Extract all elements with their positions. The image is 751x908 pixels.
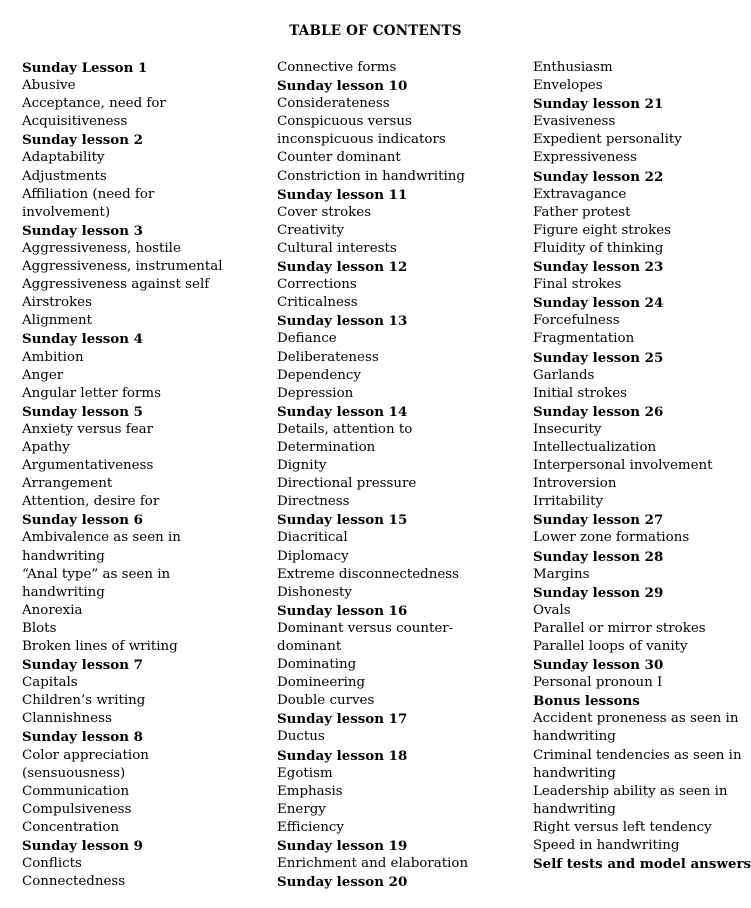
toc-entry: Personal pronoun I bbox=[533, 675, 663, 691]
toc-entry: inconspicuous indicators bbox=[277, 132, 446, 148]
toc-entry: Aggressiveness, instrumental bbox=[22, 259, 223, 275]
toc-entry: Aggressiveness against self bbox=[22, 277, 210, 293]
toc-entry: Conflicts bbox=[22, 856, 82, 872]
toc-entry: Irritability bbox=[533, 494, 604, 510]
toc-entry: Ductus bbox=[277, 729, 325, 745]
toc-entry: Considerateness bbox=[277, 96, 390, 112]
toc-section-heading: Sunday lesson 28 bbox=[533, 548, 664, 565]
toc-section-heading: Sunday lesson 29 bbox=[533, 584, 664, 601]
toc-section-heading: Sunday lesson 16 bbox=[277, 602, 408, 619]
toc-entry: Acceptance, need for bbox=[22, 96, 166, 112]
toc-entry: Interpersonal involvement bbox=[533, 458, 713, 474]
toc-entry: Details, attention to bbox=[277, 421, 413, 437]
toc-entry: Alignment bbox=[22, 313, 93, 329]
toc-entry: Cultural interests bbox=[277, 240, 397, 256]
toc-entry: Connectedness bbox=[22, 874, 126, 890]
toc-section-heading: Sunday lesson 10 bbox=[277, 78, 408, 95]
toc-section-heading: Sunday lesson 7 bbox=[22, 657, 143, 674]
toc-section-heading: Sunday lesson 18 bbox=[277, 747, 408, 764]
toc-entry: Parallel loops of vanity bbox=[533, 639, 688, 654]
toc-entry: Extreme disconnectedness bbox=[277, 566, 460, 582]
toc-entry: Enthusiasm bbox=[533, 60, 613, 75]
toc-entry: Depression bbox=[277, 385, 354, 401]
toc-entry: Anxiety versus fear bbox=[22, 421, 154, 437]
toc-entry: Corrections bbox=[277, 277, 357, 293]
toc-entry: Adjustments bbox=[22, 168, 107, 184]
toc-entry: Directness bbox=[277, 494, 350, 510]
toc-section-heading: Sunday lesson 19 bbox=[277, 838, 408, 855]
toc-entry: Initial strokes bbox=[533, 385, 628, 401]
toc-section-heading: Sunday lesson 9 bbox=[22, 838, 143, 855]
toc-entry: Adaptability bbox=[22, 150, 105, 166]
toc-entry: dominant bbox=[277, 639, 342, 654]
toc-section-heading: Sunday lesson 22 bbox=[533, 168, 664, 185]
toc-section-heading: Sunday lesson 8 bbox=[22, 729, 143, 746]
toc-entry: Dignity bbox=[277, 458, 327, 474]
toc-section-heading: Sunday lesson 15 bbox=[277, 512, 408, 529]
toc-entry: Garlands bbox=[533, 367, 595, 383]
toc-entry: Intellectualization bbox=[533, 439, 657, 455]
toc-entry: Counter dominant bbox=[277, 150, 401, 166]
toc-entry: Deliberateness bbox=[277, 349, 379, 365]
toc-section-heading: Bonus lessons bbox=[533, 693, 640, 710]
toc-entry: Expedient personality bbox=[533, 132, 682, 148]
toc-entry: Acquisitiveness bbox=[22, 114, 128, 130]
toc-entry: Anger bbox=[22, 367, 64, 383]
toc-entry: Angular letter forms bbox=[22, 385, 161, 401]
toc-entry: handwriting bbox=[533, 729, 616, 745]
toc-section-heading: Sunday lesson 25 bbox=[533, 349, 664, 366]
toc-entry: “Anal type” as seen in bbox=[22, 566, 171, 582]
toc-entry: Envelopes bbox=[533, 78, 603, 94]
toc-entry: Affiliation (need for bbox=[22, 186, 155, 202]
toc-entry: Figure eight strokes bbox=[533, 222, 672, 238]
toc-entry: Airstrokes bbox=[22, 295, 92, 311]
toc-entry: Dominant versus counter- bbox=[277, 620, 454, 636]
toc-section-heading: Sunday lesson 5 bbox=[22, 403, 143, 420]
toc-section-heading: Sunday lesson 27 bbox=[533, 512, 664, 529]
toc-entry: Father protest bbox=[533, 204, 631, 220]
toc-entry: Egotism bbox=[277, 765, 333, 781]
toc-entry: Communication bbox=[22, 783, 130, 799]
toc-column-2 bbox=[277, 59, 527, 891]
toc-entry: Abusive bbox=[22, 78, 76, 94]
toc-column-3 bbox=[533, 59, 751, 873]
toc-entry: handwriting bbox=[533, 765, 616, 781]
toc-section-heading: Sunday Lesson 1 bbox=[22, 60, 148, 76]
toc-section-heading: Sunday lesson 17 bbox=[277, 711, 408, 728]
toc-entry: handwriting bbox=[22, 548, 105, 564]
toc-entry: Accident proneness as seen in bbox=[533, 711, 739, 727]
toc-entry: Expressiveness bbox=[533, 150, 638, 166]
toc-entry: Capitals bbox=[22, 675, 78, 691]
toc-section-heading: Sunday lesson 14 bbox=[277, 403, 408, 420]
toc-entry: Blots bbox=[22, 620, 57, 636]
toc-entry: Constriction in handwriting bbox=[277, 168, 465, 184]
toc-entry: Creativity bbox=[277, 222, 345, 238]
toc-entry: Children’s writing bbox=[22, 693, 146, 709]
toc-section-heading: Sunday lesson 23 bbox=[533, 259, 664, 276]
toc-entry: Apathy bbox=[22, 439, 70, 455]
toc-entry: Color appreciation bbox=[22, 747, 149, 763]
toc-section-heading: Self tests and model answers bbox=[533, 856, 751, 873]
toc-entry: Forcefulness bbox=[533, 313, 620, 329]
toc-entry: Arrangement bbox=[22, 476, 113, 492]
toc-entry: handwriting bbox=[533, 801, 616, 817]
toc-entry: Defiance bbox=[277, 331, 337, 347]
toc-section-heading: Sunday lesson 21 bbox=[533, 96, 664, 113]
toc-section-heading: Sunday lesson 4 bbox=[22, 331, 143, 348]
toc-entry: Introversion bbox=[533, 476, 617, 492]
toc-entry: Parallel or mirror strokes bbox=[533, 620, 706, 636]
toc-entry: Extravagance bbox=[533, 186, 627, 202]
toc-entry: Diacritical bbox=[277, 530, 348, 546]
toc-entry: handwriting bbox=[22, 584, 105, 600]
toc-entry: Lower zone formations bbox=[533, 530, 690, 546]
toc-entry: Argumentativeness bbox=[22, 458, 154, 474]
toc-entry: Final strokes bbox=[533, 277, 622, 293]
toc-entry: Energy bbox=[277, 801, 326, 817]
toc-section-heading: Sunday lesson 26 bbox=[533, 403, 664, 420]
toc-entry: Concentration bbox=[22, 819, 120, 835]
page-title: TABLE OF CONTENTS bbox=[289, 23, 462, 39]
toc-entry: Evasiveness bbox=[533, 114, 616, 130]
toc-entry: Leadership ability as seen in bbox=[533, 783, 728, 799]
toc-entry: Fragmentation bbox=[533, 331, 635, 347]
toc-entry: Margins bbox=[533, 566, 590, 582]
toc-entry: Broken lines of writing bbox=[22, 639, 178, 654]
toc-section-heading: Sunday lesson 2 bbox=[22, 132, 143, 149]
toc-entry: Enrichment and elaboration bbox=[277, 856, 469, 872]
toc-entry: Emphasis bbox=[277, 783, 343, 799]
toc-entry: Fluidity of thinking bbox=[533, 240, 664, 256]
toc-entry: Compulsiveness bbox=[22, 801, 132, 817]
toc-section-heading: Sunday lesson 11 bbox=[277, 186, 408, 203]
toc-entry: Diplomacy bbox=[277, 548, 349, 564]
toc-section-heading: Sunday lesson 12 bbox=[277, 259, 408, 276]
toc-entry: (sensuousness) bbox=[22, 765, 126, 781]
toc-section-heading: Sunday lesson 30 bbox=[533, 657, 664, 674]
toc-section-heading: Sunday lesson 3 bbox=[22, 222, 143, 239]
toc-entry: Domineering bbox=[277, 675, 366, 691]
toc-entry: Cover strokes bbox=[277, 204, 372, 220]
toc-entry: Directional pressure bbox=[277, 476, 417, 492]
toc-section-heading: Sunday lesson 24 bbox=[533, 295, 664, 312]
toc-column-1 bbox=[22, 59, 262, 891]
toc-section-heading: Sunday lesson 6 bbox=[22, 512, 143, 529]
toc-entry: Criminal tendencies as seen in bbox=[533, 747, 742, 763]
toc-entry: Criticalness bbox=[277, 295, 358, 311]
toc-entry: Anorexia bbox=[22, 602, 83, 618]
toc-entry: Aggressiveness, hostile bbox=[22, 240, 181, 256]
toc-section-heading: Sunday lesson 20 bbox=[277, 874, 408, 891]
toc-entry: Dominating bbox=[277, 657, 357, 673]
toc-entry: Efficiency bbox=[277, 819, 344, 835]
toc-entry: Conspicuous versus bbox=[277, 114, 412, 130]
toc-entry: Attention, desire for bbox=[22, 494, 160, 510]
toc-entry: Dishonesty bbox=[277, 584, 352, 600]
toc-entry: Right versus left tendency bbox=[533, 819, 712, 835]
toc-entry: Determination bbox=[277, 439, 376, 455]
toc-entry: Double curves bbox=[277, 693, 375, 709]
toc-entry: Connective forms bbox=[277, 60, 397, 75]
toc-entry: Ovals bbox=[533, 602, 571, 618]
toc-entry: Ambivalence as seen in bbox=[22, 530, 181, 546]
toc-entry: Insecurity bbox=[533, 421, 602, 437]
toc-entry: Speed in handwriting bbox=[533, 838, 680, 854]
toc-entry: Ambition bbox=[22, 349, 84, 365]
toc-entry: Dependency bbox=[277, 367, 361, 383]
toc-entry: Clannishness bbox=[22, 711, 112, 727]
toc-section-heading: Sunday lesson 13 bbox=[277, 313, 408, 330]
toc-entry: involvement) bbox=[22, 204, 111, 220]
